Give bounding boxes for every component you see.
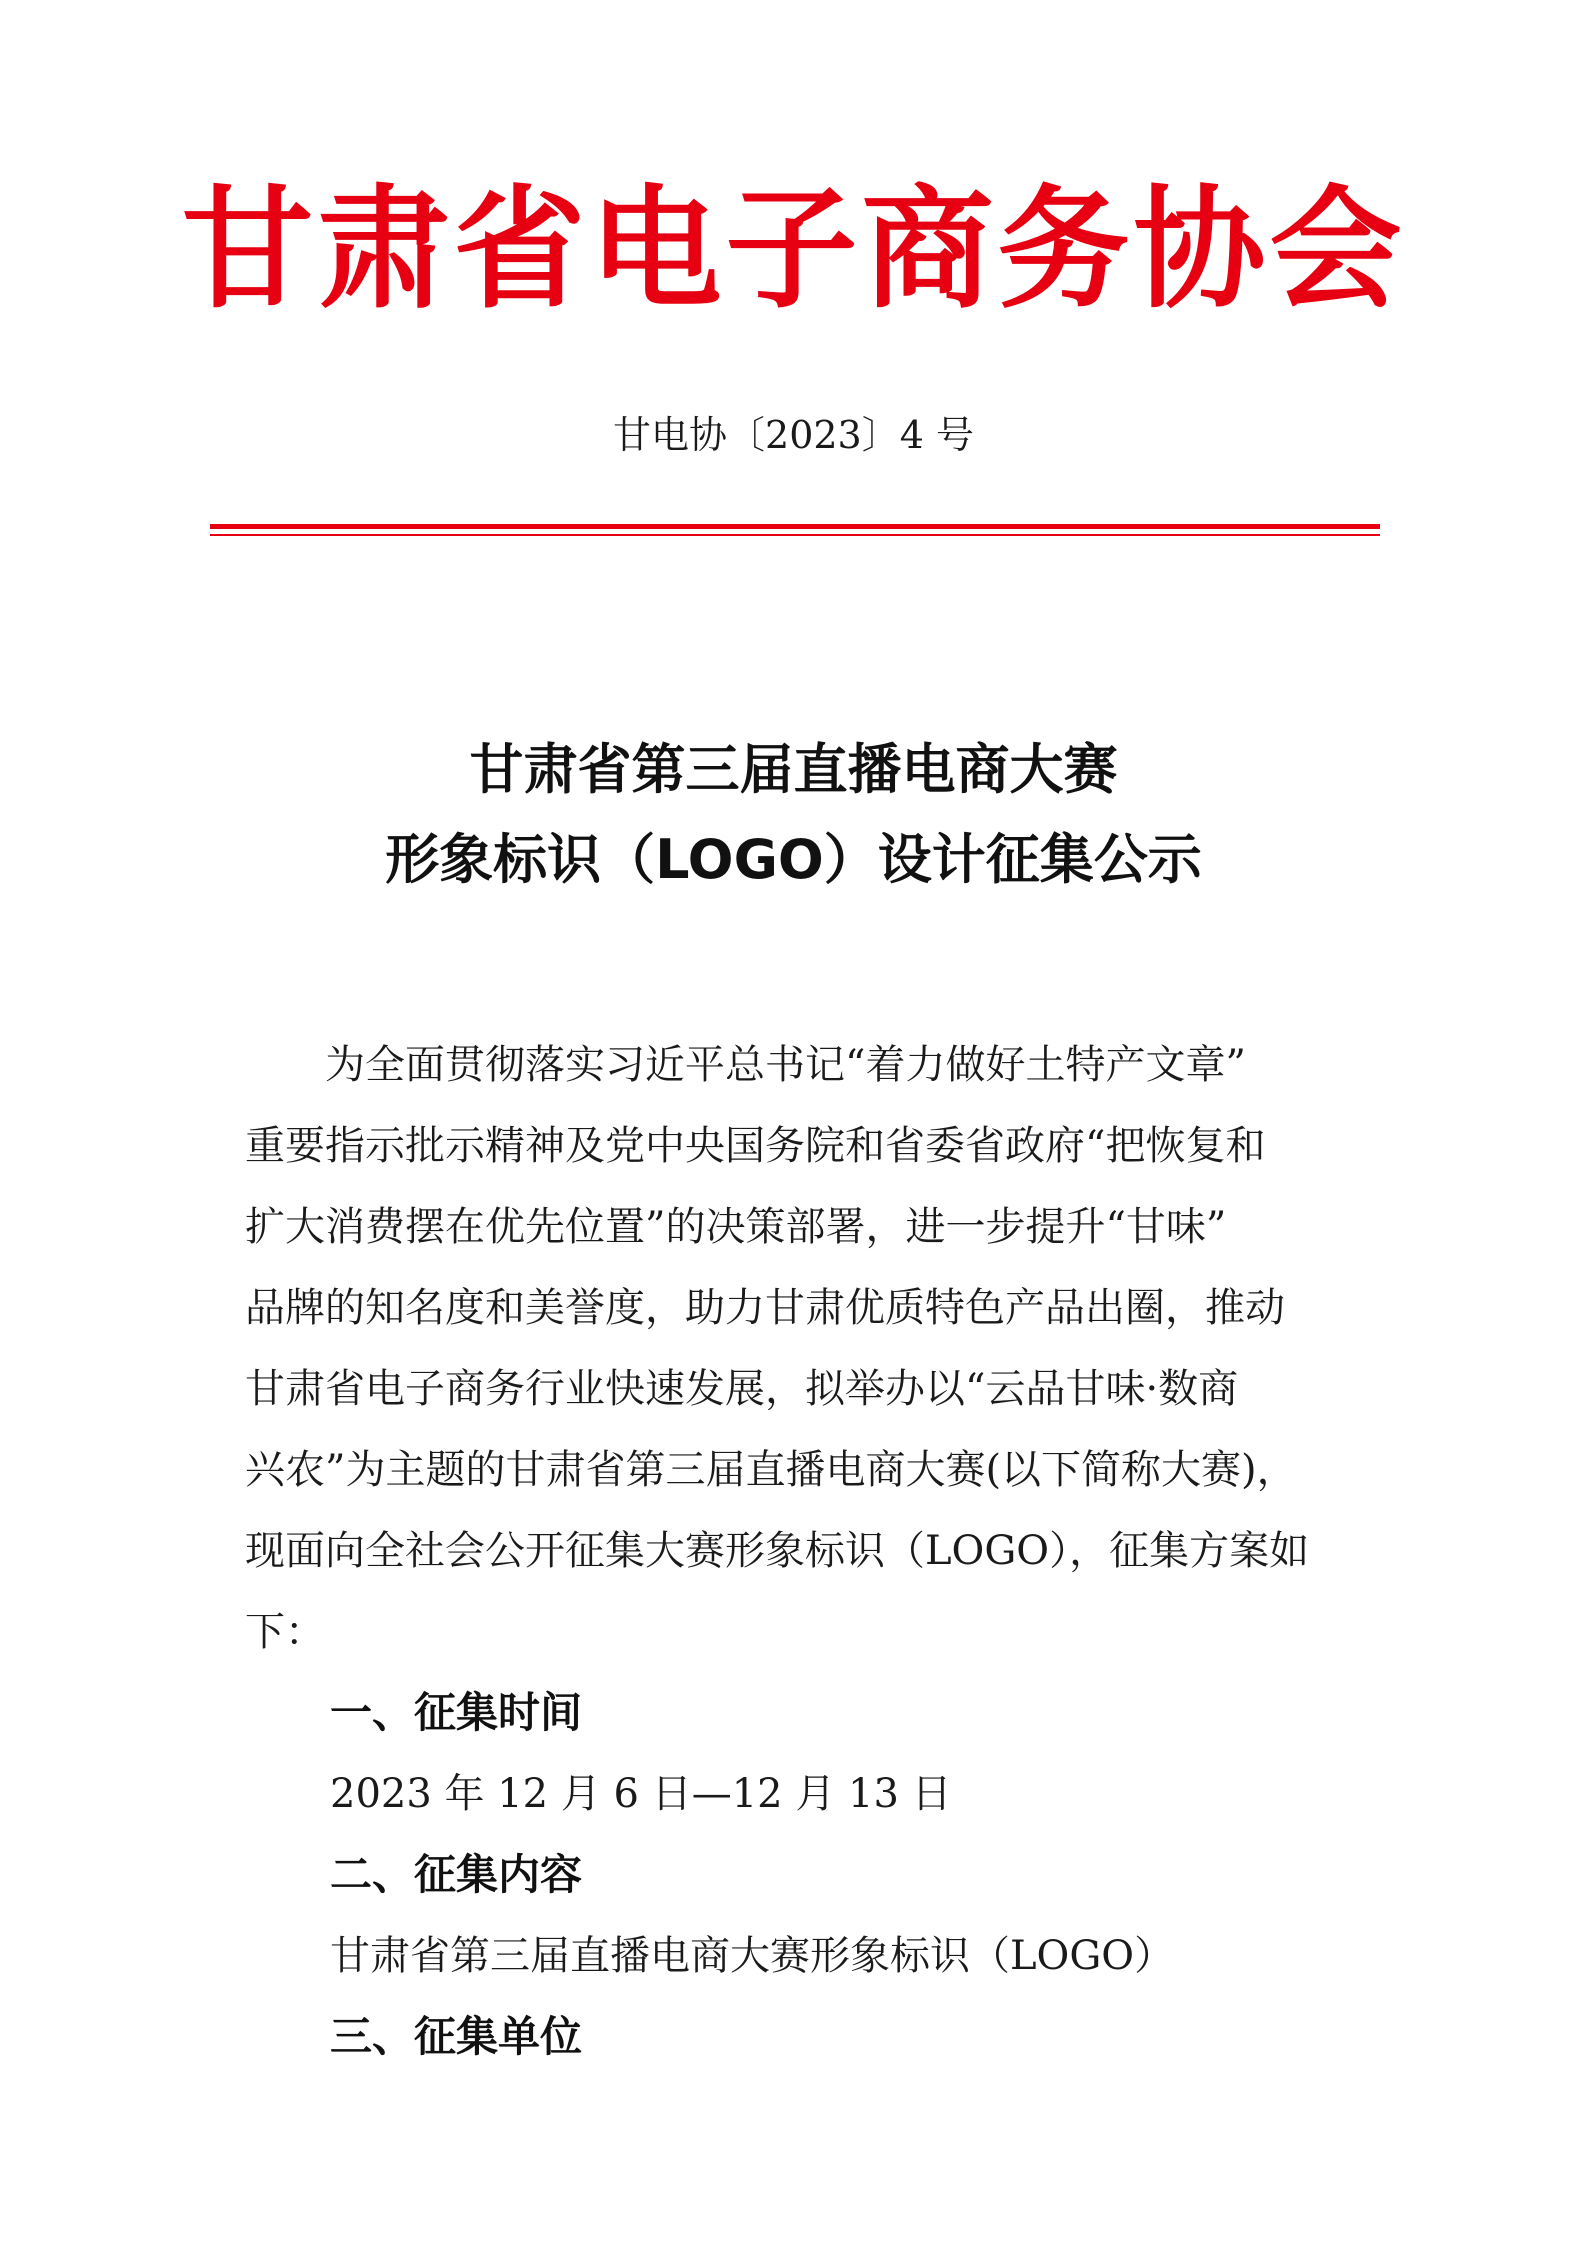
red-divider-thin [210, 534, 1380, 536]
red-divider [210, 524, 1380, 538]
body-line: 下： [245, 1609, 325, 1655]
red-divider-thick [210, 524, 1380, 529]
body-line: 甘肃省电子商务行业快速发展，拟举办以“云品甘味·数商 [245, 1366, 1239, 1412]
section-heading-time: 一、征集时间 [330, 1688, 583, 1737]
section-heading-unit: 三、征集单位 [330, 2012, 583, 2061]
organization-title: 甘肃省电子商务协会 [181, 173, 1406, 327]
section-content-content: 甘肃省第三届直播电商大赛形象标识（LOGO） [330, 1933, 1175, 1979]
notice-title-line2: 形象标识（LOGO）设计征集公示 [385, 828, 1202, 891]
section-content-time: 2023 年 12 月 6 日—12 月 13 日 [330, 1771, 952, 1817]
notice-title-line1: 甘肃省第三届直播电商大赛 [469, 738, 1118, 801]
section-heading-content: 二、征集内容 [330, 1850, 583, 1899]
document-number: 甘电协〔2023〕4 号 [613, 413, 974, 457]
body-line: 为全面贯彻落实习近平总书记“着力做好土特产文章” [245, 1042, 1246, 1088]
body-line: 扩大消费摆在优先位置”的决策部署，进一步提升“甘味” [245, 1204, 1227, 1250]
body-line: 重要指示批示精神及党中央国务院和省委省政府“把恢复和 [245, 1123, 1266, 1169]
body-line: 兴农”为主题的甘肃省第三届直播电商大赛(以下简称大赛)， [245, 1447, 1297, 1493]
body-line: 品牌的知名度和美誉度，助力甘肃优质特色产品出圈，推动 [245, 1285, 1285, 1331]
body-line: 现面向全社会公开征集大赛形象标识（LOGO），征集方案如 [245, 1528, 1310, 1574]
